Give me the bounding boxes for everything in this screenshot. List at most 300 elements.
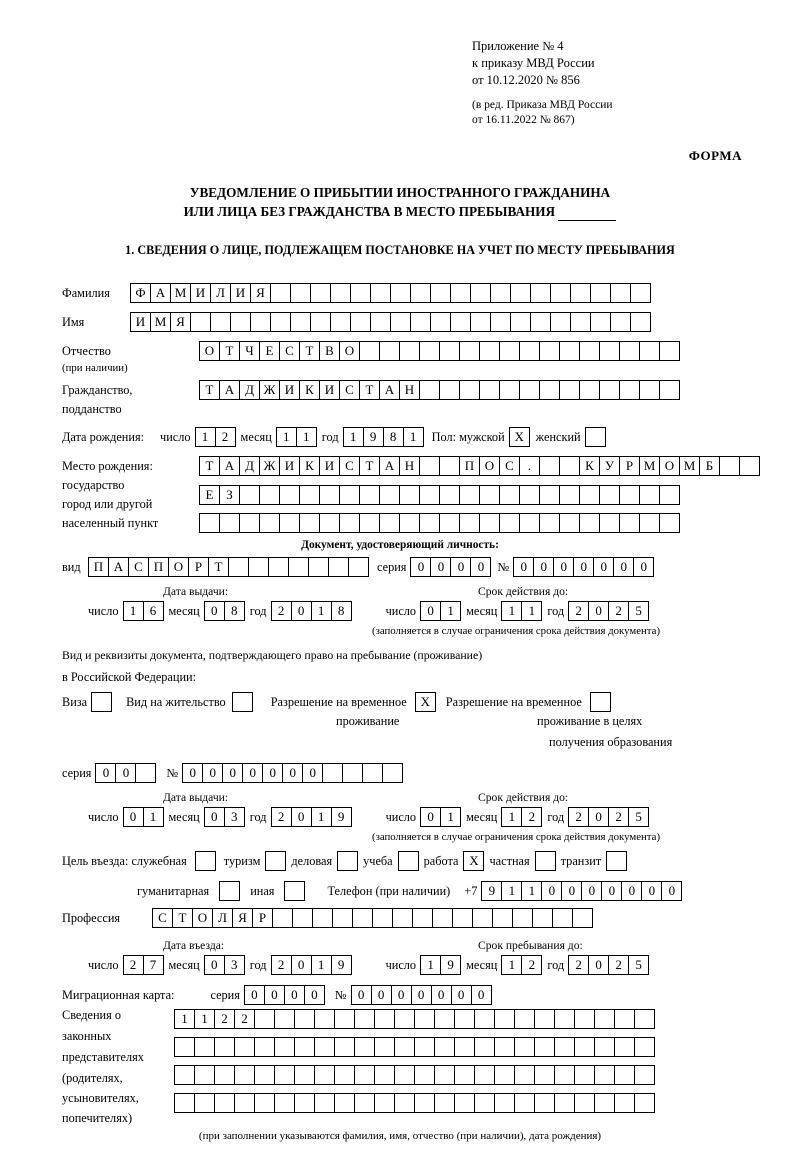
form-cell[interactable] [479,380,500,400]
form-cell[interactable] [339,513,360,533]
form-cell[interactable] [512,908,533,928]
form-cell[interactable] [339,485,360,505]
form-cell[interactable] [514,1009,535,1029]
form-cell[interactable] [494,1037,515,1057]
form-cell[interactable]: М [639,456,660,476]
form-cell[interactable]: О [199,341,220,361]
issue-year-input[interactable] [271,601,352,621]
form-cell[interactable] [459,485,480,505]
valid-year-input[interactable] [568,601,649,621]
form-cell[interactable]: 0 [633,557,654,577]
form-cell[interactable] [499,341,520,361]
form-cell[interactable] [554,1093,575,1113]
form-cell[interactable] [570,312,591,332]
form-cell[interactable] [219,513,240,533]
form-cell[interactable] [659,380,680,400]
form-cell[interactable] [550,283,571,303]
form-cell[interactable] [270,312,291,332]
form-cell[interactable]: 0 [291,955,312,975]
entry-day-input[interactable] [123,955,164,975]
stay-issue-year-input[interactable] [271,807,352,827]
form-cell[interactable] [190,312,211,332]
form-cell[interactable]: 2 [234,1009,255,1029]
form-cell[interactable]: 1 [440,807,461,827]
form-cell[interactable]: 0 [391,985,412,1005]
form-cell[interactable] [399,341,420,361]
form-cell[interactable]: 2 [521,807,542,827]
form-cell[interactable] [550,312,571,332]
form-cell[interactable] [254,1065,275,1085]
form-cell[interactable] [630,283,651,303]
form-cell[interactable] [559,485,580,505]
entry-month-input[interactable] [204,955,245,975]
form-cell[interactable]: А [108,557,129,577]
form-cell[interactable] [619,485,640,505]
form-cell[interactable]: О [168,557,189,577]
form-cell[interactable]: 9 [363,427,384,447]
form-cell[interactable] [299,485,320,505]
form-cell[interactable] [374,1065,395,1085]
form-cell[interactable] [328,557,349,577]
form-cell[interactable] [382,763,403,783]
purpose-service-checkbox[interactable] [195,851,216,871]
form-cell[interactable] [199,513,220,533]
form-cell[interactable]: 0 [264,985,285,1005]
form-cell[interactable]: К [579,456,600,476]
form-cell[interactable]: 0 [410,557,431,577]
form-cell[interactable] [554,1009,575,1029]
form-cell[interactable]: 3 [224,955,245,975]
form-cell[interactable] [572,908,593,928]
form-cell[interactable] [314,1093,335,1113]
form-cell[interactable] [594,1065,615,1085]
form-cell[interactable]: О [479,456,500,476]
form-cell[interactable]: В [319,341,340,361]
form-cell[interactable] [510,283,531,303]
form-cell[interactable]: И [279,380,300,400]
patronymic-input[interactable] [199,341,680,361]
form-cell[interactable] [594,1093,615,1113]
form-cell[interactable] [494,1009,515,1029]
form-cell[interactable]: С [339,456,360,476]
form-cell[interactable]: 0 [244,985,265,1005]
form-cell[interactable]: И [279,456,300,476]
form-cell[interactable] [419,341,440,361]
form-cell[interactable] [419,485,440,505]
purpose-transit-checkbox[interactable] [606,851,627,871]
form-cell[interactable] [514,1037,535,1057]
form-cell[interactable] [574,1037,595,1057]
form-cell[interactable]: 0 [430,557,451,577]
form-cell[interactable]: 0 [613,557,634,577]
legal-rep-line-1-input[interactable] [174,1009,655,1029]
stay-series-input[interactable] [95,763,156,783]
form-cell[interactable] [392,908,413,928]
form-cell[interactable] [532,908,553,928]
form-cell[interactable]: Ж [259,456,280,476]
form-cell[interactable]: Л [210,283,231,303]
form-cell[interactable] [274,1037,295,1057]
profession-input[interactable] [152,908,593,928]
form-cell[interactable] [174,1037,195,1057]
form-cell[interactable]: 0 [242,763,263,783]
form-cell[interactable] [554,1065,575,1085]
form-cell[interactable] [350,283,371,303]
form-cell[interactable]: 0 [420,601,441,621]
form-cell[interactable]: 1 [123,601,144,621]
form-cell[interactable] [494,1065,515,1085]
form-cell[interactable] [630,312,651,332]
form-cell[interactable] [394,1009,415,1029]
form-cell[interactable]: С [339,380,360,400]
id-number-input[interactable] [513,557,654,577]
purpose-work-checkbox[interactable]: X [463,851,484,871]
form-cell[interactable]: М [679,456,700,476]
form-cell[interactable]: 0 [450,557,471,577]
form-cell[interactable] [459,380,480,400]
form-cell[interactable]: Т [199,456,220,476]
form-cell[interactable] [599,513,620,533]
form-cell[interactable]: 0 [601,881,622,901]
form-cell[interactable] [639,513,660,533]
form-cell[interactable]: 0 [588,807,609,827]
id-kind-input[interactable] [88,557,369,577]
form-cell[interactable]: Ф [130,283,151,303]
form-cell[interactable]: Я [232,908,253,928]
form-cell[interactable]: . [519,456,540,476]
form-cell[interactable] [614,1009,635,1029]
form-cell[interactable] [434,1037,455,1057]
birth-day-input[interactable] [195,427,236,447]
form-cell[interactable]: 2 [123,955,144,975]
form-cell[interactable]: Т [199,380,220,400]
form-cell[interactable] [539,485,560,505]
form-cell[interactable] [414,1093,435,1113]
form-cell[interactable] [334,1037,355,1057]
form-cell[interactable]: А [219,380,240,400]
purpose-tourism-checkbox[interactable] [265,851,286,871]
form-cell[interactable] [299,513,320,533]
form-cell[interactable] [290,312,311,332]
stay-valid-year-input[interactable] [568,807,649,827]
form-cell[interactable]: 9 [481,881,502,901]
citizenship-input[interactable] [199,380,680,400]
form-cell[interactable]: О [339,341,360,361]
form-cell[interactable]: 3 [224,807,245,827]
form-cell[interactable] [579,513,600,533]
form-cell[interactable]: 0 [471,985,492,1005]
form-cell[interactable]: М [170,283,191,303]
form-cell[interactable] [390,312,411,332]
form-cell[interactable] [334,1093,355,1113]
form-cell[interactable] [308,557,329,577]
form-cell[interactable] [399,513,420,533]
form-cell[interactable] [239,513,260,533]
form-cell[interactable] [274,1065,295,1085]
form-cell[interactable]: 1 [521,881,542,901]
form-cell[interactable]: 0 [553,557,574,577]
form-cell[interactable]: К [299,380,320,400]
name-input[interactable] [130,312,651,332]
form-cell[interactable] [559,456,580,476]
form-cell[interactable] [619,380,640,400]
form-cell[interactable] [354,1093,375,1113]
form-cell[interactable]: Т [208,557,229,577]
form-cell[interactable] [370,312,391,332]
form-cell[interactable] [294,1093,315,1113]
form-cell[interactable]: 1 [501,601,522,621]
form-cell[interactable] [434,1093,455,1113]
form-cell[interactable]: 0 [588,955,609,975]
form-cell[interactable]: 0 [222,763,243,783]
legal-rep-line-4-input[interactable] [174,1093,655,1113]
form-cell[interactable] [719,456,740,476]
form-cell[interactable] [248,557,269,577]
form-cell[interactable]: 1 [296,427,317,447]
surname-input[interactable] [130,283,651,303]
form-cell[interactable]: 1 [501,807,522,827]
birth-place-line-2-input[interactable] [199,485,680,505]
phone-input[interactable] [481,881,682,901]
form-cell[interactable]: 0 [282,763,303,783]
form-cell[interactable] [174,1065,195,1085]
form-cell[interactable] [539,456,560,476]
form-cell[interactable] [394,1065,415,1085]
form-cell[interactable]: 0 [593,557,614,577]
form-cell[interactable] [534,1065,555,1085]
form-cell[interactable] [399,485,420,505]
form-cell[interactable] [454,1093,475,1113]
form-cell[interactable]: 6 [143,601,164,621]
form-cell[interactable]: 2 [214,1009,235,1029]
form-cell[interactable]: С [279,341,300,361]
form-cell[interactable] [639,341,660,361]
form-cell[interactable] [332,908,353,928]
form-cell[interactable] [479,513,500,533]
form-cell[interactable]: 0 [302,763,323,783]
form-cell[interactable] [270,283,291,303]
issue-month-input[interactable] [204,601,245,621]
form-cell[interactable]: 2 [271,955,292,975]
stay-valid-day-input[interactable] [420,807,461,827]
form-cell[interactable] [739,456,760,476]
form-cell[interactable] [634,1037,655,1057]
birth-place-line-1-input[interactable] [199,456,760,476]
form-cell[interactable] [454,1065,475,1085]
form-cell[interactable] [322,763,343,783]
form-cell[interactable]: 5 [628,601,649,621]
form-cell[interactable] [490,312,511,332]
form-cell[interactable] [374,1093,395,1113]
form-cell[interactable]: О [659,456,680,476]
stay-issue-day-input[interactable] [123,807,164,827]
form-cell[interactable] [330,283,351,303]
form-cell[interactable]: К [299,456,320,476]
form-cell[interactable]: 0 [411,985,432,1005]
form-cell[interactable] [274,1009,295,1029]
form-cell[interactable] [310,283,331,303]
form-cell[interactable] [499,380,520,400]
form-cell[interactable] [594,1009,615,1029]
form-cell[interactable]: А [219,456,240,476]
form-cell[interactable] [294,1009,315,1029]
form-cell[interactable] [559,341,580,361]
form-cell[interactable] [394,1093,415,1113]
entry-year-input[interactable] [271,955,352,975]
form-cell[interactable]: М [150,312,171,332]
form-cell[interactable] [619,341,640,361]
form-cell[interactable]: И [319,380,340,400]
form-cell[interactable]: 2 [608,955,629,975]
form-cell[interactable] [450,312,471,332]
form-cell[interactable]: 0 [204,807,225,827]
form-cell[interactable] [210,312,231,332]
form-cell[interactable] [634,1065,655,1085]
form-cell[interactable] [530,312,551,332]
form-cell[interactable] [288,557,309,577]
form-cell[interactable] [410,283,431,303]
form-cell[interactable] [279,513,300,533]
form-cell[interactable]: 2 [271,601,292,621]
form-cell[interactable] [354,1065,375,1085]
form-cell[interactable] [439,380,460,400]
form-cell[interactable]: У [599,456,620,476]
form-cell[interactable]: 0 [304,985,325,1005]
form-cell[interactable] [319,513,340,533]
form-cell[interactable] [472,908,493,928]
form-cell[interactable] [534,1093,555,1113]
form-cell[interactable] [430,312,451,332]
form-cell[interactable] [234,1093,255,1113]
form-cell[interactable]: 2 [215,427,236,447]
form-cell[interactable] [639,485,660,505]
form-cell[interactable]: Т [172,908,193,928]
form-cell[interactable] [479,485,500,505]
form-cell[interactable] [590,283,611,303]
form-cell[interactable]: 1 [143,807,164,827]
form-cell[interactable] [519,485,540,505]
form-cell[interactable]: П [88,557,109,577]
form-cell[interactable] [294,1037,315,1057]
form-cell[interactable] [379,485,400,505]
form-cell[interactable] [348,557,369,577]
form-cell[interactable] [510,312,531,332]
form-cell[interactable]: Р [252,908,273,928]
form-cell[interactable] [412,908,433,928]
form-cell[interactable] [659,341,680,361]
form-cell[interactable] [419,456,440,476]
form-cell[interactable]: 1 [276,427,297,447]
form-cell[interactable]: 0 [513,557,534,577]
form-cell[interactable] [599,380,620,400]
form-cell[interactable] [434,1065,455,1085]
form-cell[interactable]: Я [250,283,271,303]
form-cell[interactable]: Е [259,341,280,361]
form-cell[interactable] [352,908,373,928]
form-cell[interactable] [370,283,391,303]
residence-permit-checkbox[interactable] [232,692,253,712]
form-cell[interactable]: Д [239,380,260,400]
form-cell[interactable] [330,312,351,332]
form-cell[interactable]: 0 [573,557,594,577]
form-cell[interactable]: И [319,456,340,476]
form-cell[interactable] [350,312,371,332]
form-cell[interactable] [292,908,313,928]
form-cell[interactable]: 1 [194,1009,215,1029]
form-cell[interactable] [439,485,460,505]
form-cell[interactable] [579,380,600,400]
form-cell[interactable] [474,1065,495,1085]
form-cell[interactable]: 7 [143,955,164,975]
form-cell[interactable]: 0 [431,985,452,1005]
form-cell[interactable] [474,1009,495,1029]
temp-residence-checkbox[interactable]: X [415,692,436,712]
form-cell[interactable] [342,763,363,783]
form-cell[interactable]: И [130,312,151,332]
form-cell[interactable] [379,341,400,361]
form-cell[interactable]: 2 [608,807,629,827]
stay-valid-month-input[interactable] [501,807,542,827]
form-cell[interactable]: Р [619,456,640,476]
migration-series-input[interactable] [244,985,325,1005]
valid-day-input[interactable] [420,601,461,621]
form-cell[interactable]: 9 [331,955,352,975]
form-cell[interactable] [519,341,540,361]
form-cell[interactable] [452,908,473,928]
form-cell[interactable] [414,1009,435,1029]
form-cell[interactable]: 0 [262,763,283,783]
form-cell[interactable] [390,283,411,303]
form-cell[interactable]: Е [199,485,220,505]
birth-place-line-3-input[interactable] [199,513,680,533]
purpose-study-checkbox[interactable] [398,851,419,871]
form-cell[interactable] [514,1093,535,1113]
form-cell[interactable] [474,1037,495,1057]
form-cell[interactable]: А [150,283,171,303]
form-cell[interactable]: 2 [521,955,542,975]
form-cell[interactable]: О [192,908,213,928]
form-cell[interactable] [414,1065,435,1085]
form-cell[interactable] [410,312,431,332]
form-cell[interactable]: 0 [204,601,225,621]
form-cell[interactable] [234,1065,255,1085]
form-cell[interactable] [659,485,680,505]
form-cell[interactable] [599,341,620,361]
form-cell[interactable] [454,1009,475,1029]
form-cell[interactable] [534,1037,555,1057]
form-cell[interactable] [314,1065,335,1085]
edu-residence-checkbox[interactable] [590,692,611,712]
form-cell[interactable]: Б [699,456,720,476]
form-cell[interactable] [559,513,580,533]
form-cell[interactable]: 0 [561,881,582,901]
form-cell[interactable] [290,283,311,303]
form-cell[interactable]: И [230,283,251,303]
form-cell[interactable]: И [190,283,211,303]
form-cell[interactable] [230,312,251,332]
form-cell[interactable]: 0 [470,557,491,577]
form-cell[interactable]: С [499,456,520,476]
form-cell[interactable]: 1 [420,955,441,975]
issue-day-input[interactable] [123,601,164,621]
form-cell[interactable]: 0 [541,881,562,901]
form-cell[interactable] [539,341,560,361]
form-cell[interactable] [534,1009,555,1029]
stay-issue-month-input[interactable] [204,807,245,827]
form-cell[interactable] [574,1093,595,1113]
form-cell[interactable] [279,485,300,505]
form-cell[interactable]: 0 [641,881,662,901]
